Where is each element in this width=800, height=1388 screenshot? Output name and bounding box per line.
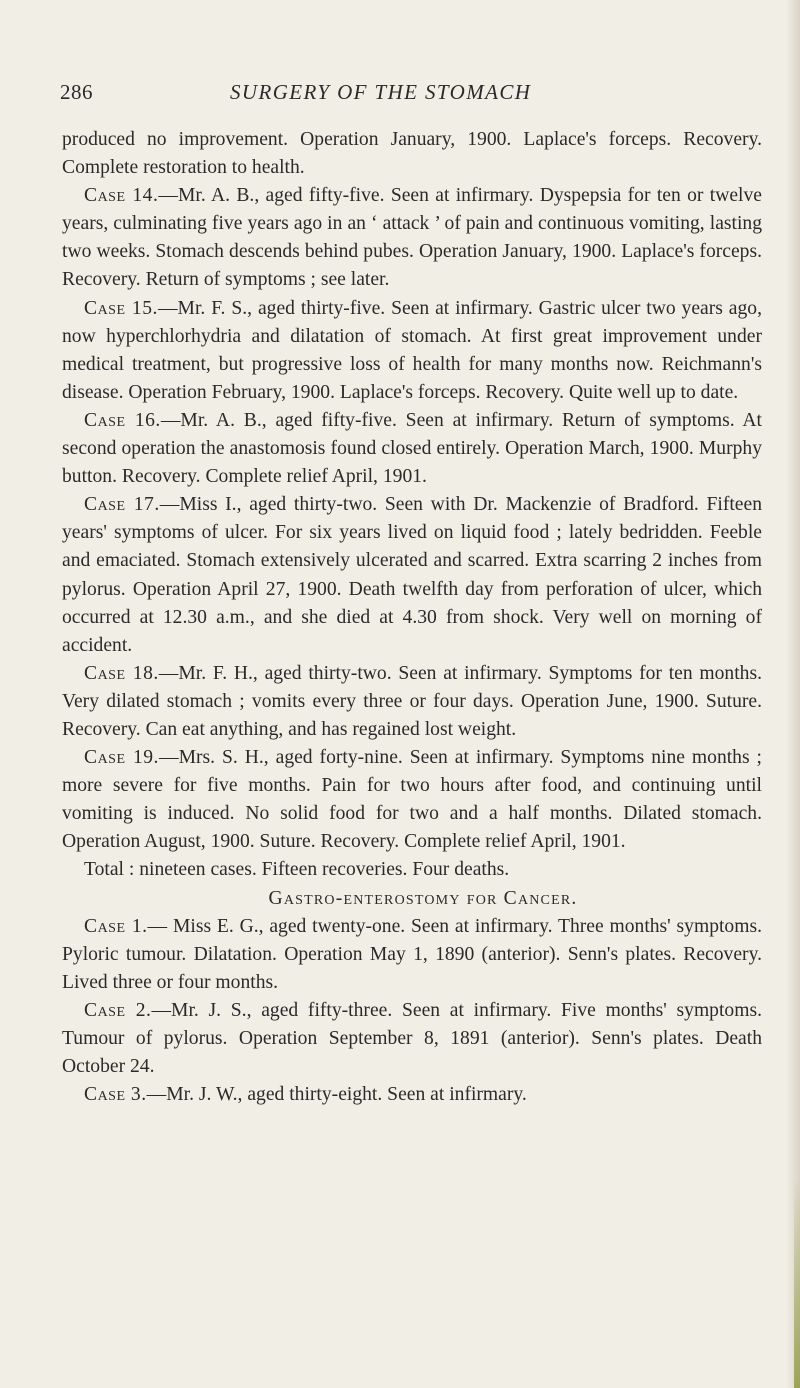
case-label: Case 1.: [84, 915, 148, 937]
case-text: —Mr. J. W., aged thirty-eight. Seen at infirmary.: [146, 1084, 527, 1106]
case-paragraph: [62, 182, 762, 294]
case-text: —Mrs. S. H., aged forty-nine. Seen at infirmary. Symptoms nine months ; more severe for five months. Pain for two hours after food, and continuing until vomiting is induced. No solid food for two and a half months. Dilated stomach. Operation August, 1900. Suture. Recovery. Complete relief April, 1901.: [62, 747, 762, 853]
case-label: Case 18.: [84, 662, 159, 684]
section-heading: Gastro-enterostomy for Cancer.: [268, 887, 578, 909]
paragraph: [62, 126, 762, 182]
case-text: —Mr. F. H., aged thirty-two. Seen at infirmary. Symptoms for ten months. Very dilated stomach ; vomits every three or four days. Operation June, 1900. Suture. Recovery. Can eat anything, and has regained lost weight.: [62, 662, 762, 740]
case-text: —Mr. F. S., aged thirty-five. Seen at infirmary. Gastric ulcer two years ago, now hyperchlorhydria and dilatation of stomach. At first great improvement under medical treatment, but progressive loss of health for many months now. Reichmann's disease. Operation February, 1900. Laplace's forceps. Recovery. Quite well up to date.: [62, 297, 762, 403]
case-label: Case 17.: [84, 494, 160, 516]
page-edge-stain: [794, 1180, 800, 1388]
total-paragraph: [62, 856, 762, 884]
case-paragraph: [62, 744, 762, 856]
total-text: Total : nineteen cases. Fifteen recoveries. Four deaths.: [84, 859, 510, 881]
paragraph-text: produced no improvement. Operation January, 1900. Laplace's forceps. Recovery. Complete restoration to health.: [62, 129, 762, 179]
case-paragraph: [62, 660, 762, 744]
case-text: —Miss I., aged thirty-two. Seen with Dr. Mackenzie of Bradford. Fifteen years' symptoms of ulcer. For six years lived on liquid food ; lately bedridden. Feeble and emaciated. Stomach extensively ulcerated and scarred. Extra scarring 2 inches from pylorus. Operation April 27, 1900. Death twelfth day from perforation of ulcer, which occurred at 12.30 a.m., and she died at 4.30 from shock. Very well on morning of accident.: [62, 494, 762, 656]
page-number: 286: [60, 80, 93, 104]
case-label: Case 2.: [84, 999, 152, 1021]
page-header: [60, 80, 760, 110]
case-label: Case 19.: [84, 747, 159, 769]
case-text: —Mr. A. B., aged fifty-five. Seen at infirmary. Dyspepsia for ten or twelve years, culminating five years ago in an ‘ attack ’ of pain and continuous vomiting, lasting two weeks. Stomach descends behind pubes. Operation January, 1900. Laplace's forceps. Recovery. Return of symptoms ; see later.: [62, 185, 762, 291]
running-head: SURGERY OF THE STOMACH: [230, 80, 532, 104]
case-paragraph: [62, 491, 762, 660]
case-text: —Mr. J. S., aged fifty-three. Seen at infirmary. Five months' symptoms. Tumour of pylorus. Operation September 8, 1891 (anterior). Senn's plates. Death October 24.: [62, 999, 762, 1078]
case-label: Case 3.: [84, 1084, 147, 1106]
case-paragraph: [62, 1081, 762, 1109]
case-label: Case 14.: [84, 185, 159, 207]
case-paragraph: [62, 407, 762, 491]
case-paragraph: [62, 913, 762, 997]
case-text: — Miss E. G., aged twenty-one. Seen at infirmary. Three months' symptoms. Pyloric tumour. Dilatation. Operation May 1, 1890 (anterior). Senn's plates. Recovery. Lived three or four months.: [62, 915, 762, 993]
case-label: Case 15.: [84, 297, 158, 319]
case-label: Case 16.: [84, 409, 161, 431]
case-paragraph: [62, 997, 762, 1081]
body-text: [62, 126, 762, 1109]
case-text: —Mr. A. B., aged fifty-five. Seen at infirmary. Return of symptoms. At second operation the anastomosis found closed entirely. Operation March, 1900. Murphy button. Recovery. Complete relief April, 1901.: [62, 409, 762, 488]
case-paragraph: [62, 295, 762, 407]
